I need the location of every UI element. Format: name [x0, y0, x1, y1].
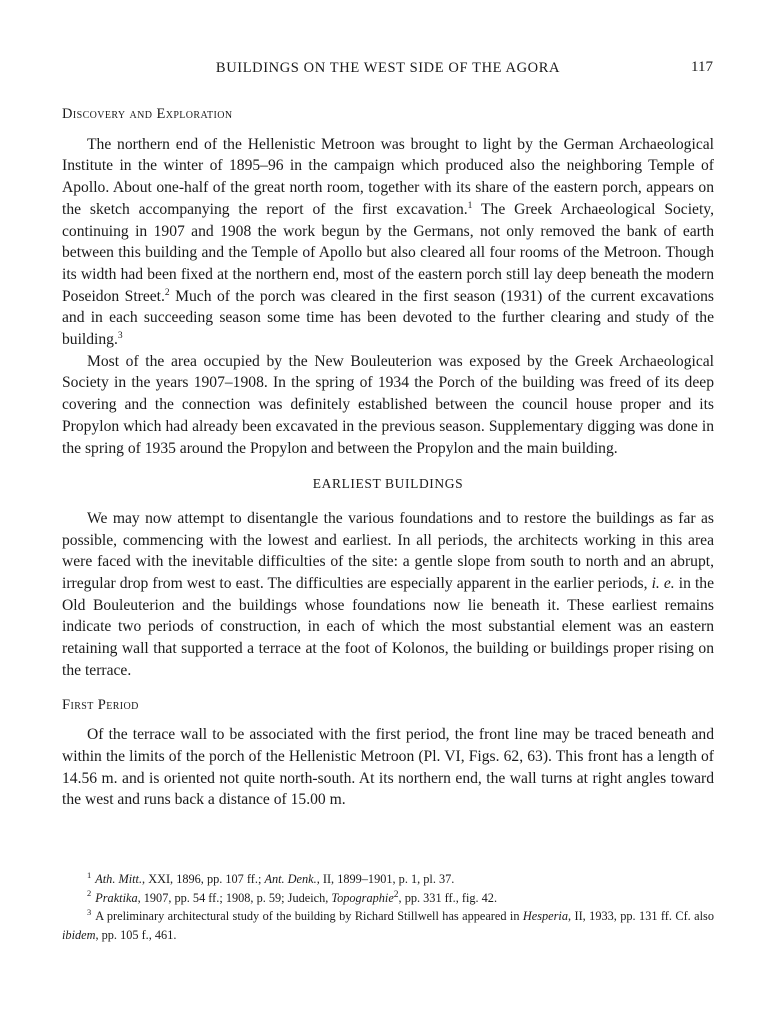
paragraph: Most of the area occupied by the New Bouleuterion was exposed by the Greek Archaeological Society in the years 1907–1908. In the spring of 1934 the Porch of the building was freed of its deep covering and the connection was definitely established between the council house proper and its Propylon which had already been excavated in the previous season. Supplementary digging was done in the spring of 1935 around the Propylon and between the Propylon and the main building. — [62, 352, 714, 457]
paragraph-text: in the Old Bouleuterion and the buildings whose foundations now lie beneath it. These earliest remains indicate two periods of construction, in each of which the most substantial element was an eastern retaining wall that supported a terrace at the foot of Kolonos, the building or buildings proper rising on the terrace. — [62, 575, 715, 679]
footnotes — [62, 870, 714, 944]
italic-text: i. e. — [651, 575, 675, 593]
paragraph-text: The northern end of the Hellenistic Metroon was brought to light by the German Archaeological Institute in the winter of 1895–96 in the campaign which produced also the neighboring Temple of Apollo. About one-half of the great north room, together with its share of the eastern porch, appears on the sketch accompanying the report of the first excavation. — [62, 135, 714, 218]
footnote-text: , XXI, 1896, pp. 107 ff.; — [142, 872, 265, 886]
footnote-text: , pp. 331 ff., fig. 42. — [398, 890, 498, 905]
footnote-text: , pp. 105 f., 461. — [95, 927, 177, 942]
footnote-ref-2[interactable]: 2 — [164, 287, 170, 298]
paragraph-text: Much of the porch was cleared in the first season (1931) of the current excavations and in each succeeding season some time has been devoted to the further clearing and study of the building. — [62, 287, 715, 349]
footnote-mark: 1 — [87, 869, 92, 880]
paragraph — [62, 508, 714, 682]
paragraph-text: We may now attempt to disentangle the various foundations and to restore the buildings as far as possible, commencing with the lowest and earliest. In all periods, the architects working in this area were faced with the inevitable difficulties of the site: a gentle slope from south to north and an abrupt, irregular drop from west to east. The difficulties are especially apparent in the earlier periods, — [62, 509, 714, 593]
section-heading-discovery: Discovery and Exploration — [62, 106, 233, 122]
body-text — [62, 104, 714, 811]
italic-text: ibidem — [62, 927, 96, 942]
paragraph: Of the terrace wall to be associated with the first period, the front line may be traced beneath and within the limits of the porch of the Hellenistic Metroon (Pl. VI, Figs. 62, 63). This front has a length of 14.56 m. and is oriented not quite north-south. At its northern end, the wall turns at right angles toward the west and runs back a distance of 15.00 m. — [62, 726, 714, 809]
footnote-3 — [62, 907, 714, 944]
italic-text: Ant. Denk. — [264, 872, 317, 886]
footnote-text: , II, 1933, pp. 131 ff. Cf. also — [567, 909, 714, 923]
paragraph-text: The Greek Archaeological Society, continuing in 1907 and 1908 the work begun by the Germans, not only removed the bank of earth between this building and the Temple of Apollo but also cleared all four rooms of the Metroon. Though its width had been fixed at the northern end, most of the eastern porch still lay deep beneath the modern Poseidon Street. — [62, 200, 714, 305]
running-head: BUILDINGS ON THE WEST SIDE OF THE AGORA — [215, 60, 561, 76]
italic-text: Hesperia — [522, 909, 568, 923]
footnote-text: A preliminary architectural study of the building by Richard Stillwell has appeared in — [95, 909, 523, 923]
footnote-ref-3[interactable]: 3 — [117, 330, 123, 341]
section-heading-first-period: First Period — [62, 696, 139, 713]
paragraph — [62, 134, 714, 351]
section-heading-earliest-buildings: EARLIEST BUILDINGS — [312, 476, 464, 492]
page-number: 117 — [691, 59, 713, 75]
italic-text: Praktika — [95, 890, 138, 905]
footnote-text: , II, 1899–1901, p. 1, pl. 37. — [316, 872, 455, 886]
footnote-mark: 2 — [87, 888, 92, 899]
footnote-2 — [62, 889, 714, 908]
superscript: 2 — [393, 889, 399, 900]
italic-text: Topographie — [331, 890, 394, 905]
italic-text: Ath. Mitt. — [95, 872, 143, 886]
footnote-mark: 3 — [87, 906, 92, 917]
footnote-ref-1[interactable]: 1 — [467, 200, 473, 211]
footnote-1 — [62, 870, 714, 889]
footnote-text: , 1907, pp. 54 ff.; 1908, p. 59; Judeich, — [137, 890, 332, 905]
